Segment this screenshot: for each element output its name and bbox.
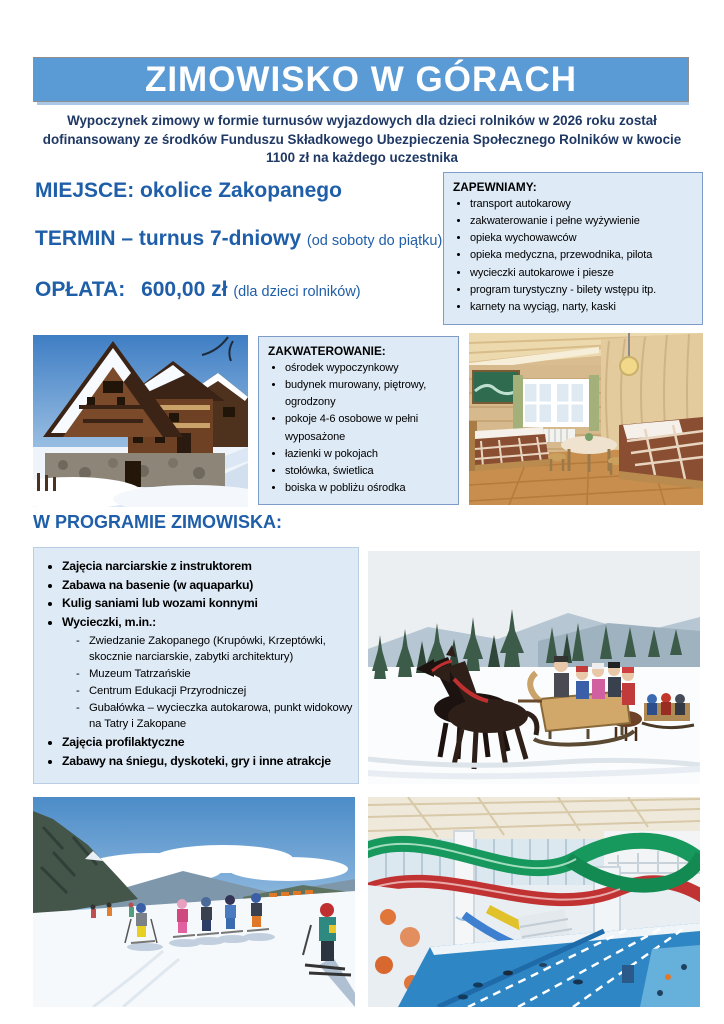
termin-note: (od soboty do piątku) bbox=[306, 233, 443, 249]
list-item: • budynek murowany, piętrowy, ogrodzony bbox=[285, 377, 452, 411]
zapewniamy-title: ZAPEWNIAMY: bbox=[453, 180, 537, 194]
list-item: • boiska w pobliżu ośrodka bbox=[285, 480, 452, 497]
program-sublist bbox=[62, 633, 354, 732]
program-box bbox=[33, 547, 359, 784]
program-item: • Zajęcia narciarskie z instruktorem bbox=[62, 557, 354, 576]
zapewniamy-list bbox=[453, 196, 696, 316]
program-item-label: Wycieczki, m.in.: bbox=[62, 615, 156, 630]
ski-lesson-illustration bbox=[33, 797, 355, 1007]
sleigh-ride-illustration bbox=[368, 551, 700, 784]
program-sub-item: - Gubałówka – wycieczka autokarowa, punkt widokowy na Tatry i Zakopane bbox=[74, 700, 354, 732]
zakwaterowanie-title: ZAKWATEROWANIE: bbox=[268, 344, 386, 358]
program-sub-item: - Centrum Edukacji Przyrodniczej bbox=[74, 683, 354, 699]
aquapark-illustration bbox=[368, 797, 700, 1007]
miejsce-value: okolice Zakopanego bbox=[140, 179, 342, 202]
program-sub-item: - Zwiedzanie Zakopanego (Krupówki, Krzeptówki, skocznie narciarskie, zabytki architektury) bbox=[74, 633, 354, 665]
oplata-line bbox=[35, 278, 440, 304]
guesthouse-illustration bbox=[33, 335, 248, 507]
aquapark-photo bbox=[368, 797, 700, 1007]
program-heading: W PROGRAMIE ZIMOWISKA: bbox=[33, 512, 282, 532]
list-item: • łazienki w pokojach bbox=[285, 446, 452, 463]
oplata-value: 600,00 zł bbox=[141, 278, 228, 301]
miejsce-label: MIEJSCE: bbox=[35, 179, 135, 202]
intro-paragraph: Wypoczynek zimowy w formie turnusów wyjazdowych dla dzieci rolników w 2026 roku został dofinansowany ze środków Funduszu Składkowego Ubezpieczenia Społecznego Rolników w kwocie 1100 zł na każdego uczestnika bbox=[42, 113, 682, 165]
list-item: • stołówka, świetlica bbox=[285, 463, 452, 480]
oplata-note: (dla dzieci rolników) bbox=[233, 284, 361, 300]
program-item: • Zabawy na śniegu, dyskoteki, gry i inne atrakcje bbox=[62, 752, 354, 771]
termin-line bbox=[35, 227, 443, 253]
program-item: • Zabawa na basenie (w aquaparku) bbox=[62, 576, 354, 595]
miejsce-line bbox=[35, 179, 440, 202]
guest-room-photo bbox=[469, 333, 703, 505]
list-item: • transport autokarowy bbox=[470, 196, 696, 213]
zapewniamy-box bbox=[443, 172, 703, 325]
ski-lesson-photo bbox=[33, 797, 355, 1007]
zakwaterowanie-list bbox=[268, 360, 452, 497]
mountain-guesthouse-photo bbox=[33, 335, 248, 507]
program-list bbox=[44, 557, 354, 770]
horse-sleigh-ride-photo bbox=[368, 551, 700, 784]
page-title: ZIMOWISKO W GÓRACH bbox=[144, 59, 578, 99]
list-item: • karnety na wyciąg, narty, kaski bbox=[470, 299, 696, 316]
program-item: • Zajęcia profilaktyczne bbox=[62, 733, 354, 752]
termin-label: TERMIN – turnus 7-dniowy bbox=[35, 227, 302, 250]
header-band bbox=[33, 57, 689, 102]
details-section bbox=[35, 179, 443, 329]
list-item: • pokoje 4-6 osobowe w pełni wyposażone bbox=[285, 411, 452, 445]
oplata-label: OPŁATA: bbox=[35, 278, 126, 301]
list-item: • opieka wychowawców bbox=[470, 230, 696, 247]
list-item: • wycieczki autokarowe i piesze bbox=[470, 265, 696, 282]
program-sub-item: - Muzeum Tatrzańskie bbox=[74, 666, 354, 682]
list-item: • program turystyczny - bilety wstępu itp. bbox=[470, 282, 696, 299]
zakwaterowanie-box bbox=[258, 336, 459, 505]
program-item: • Kulig saniami lub wozami konnymi bbox=[62, 594, 354, 613]
program-item bbox=[62, 613, 354, 732]
list-item: • zakwaterowanie i pełne wyżywienie bbox=[470, 213, 696, 230]
list-item: • opieka medyczna, przewodnika, pilota bbox=[470, 247, 696, 264]
list-item: • ośrodek wypoczynkowy bbox=[285, 360, 452, 377]
guest-room-illustration bbox=[469, 333, 703, 505]
